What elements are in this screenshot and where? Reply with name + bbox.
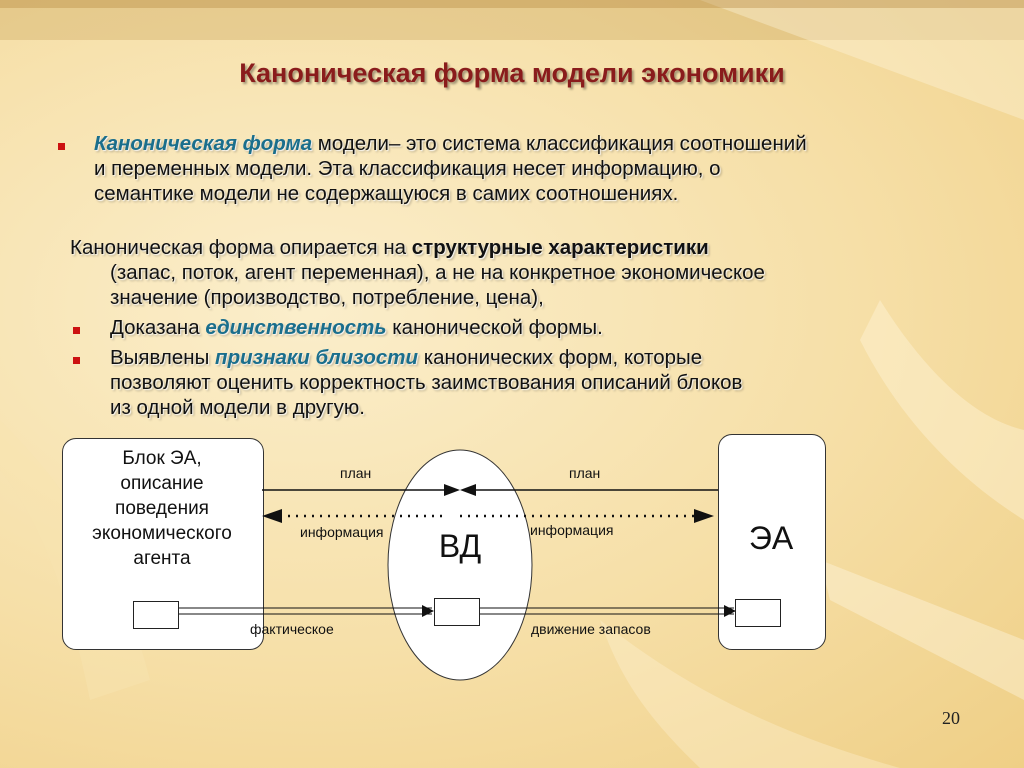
agent-block-label: Блок ЭА, описание поведения экономического агента <box>92 448 232 569</box>
term-canonical-form: Каноническая форма <box>94 132 313 155</box>
actual-label: фактическое <box>250 621 334 637</box>
definition-line1: модели– это система классификация соотношений <box>312 132 807 155</box>
uniqueness-line: Доказана единственность канонической формы. <box>110 316 603 339</box>
info-arrow-left-head <box>262 509 282 523</box>
term-proximity: признаки близости <box>215 346 419 369</box>
definition-line2: и переменных модели. Эта классификация несет информацию, о <box>94 157 721 180</box>
vd-ellipse <box>388 450 532 680</box>
vd-stock-rect <box>434 598 480 626</box>
ea-label: ЭА <box>748 520 794 556</box>
plan-label-left: план <box>340 465 372 481</box>
info-label-left: информация <box>300 524 384 540</box>
info-arrow-right-head <box>694 509 714 523</box>
plan-label-right: план <box>569 465 601 481</box>
proximity-line3: из одной модели в другую. <box>110 396 365 419</box>
info-label-right: информация <box>530 522 614 538</box>
structural-line3: значение (производство, потребление, цена), <box>110 286 544 309</box>
definition-line3: семантике модели не содержащуюся в самих соотношениях. <box>94 182 679 205</box>
stock-movement-label: движение запасов <box>531 621 651 637</box>
structural-bold: структурные характеристики <box>411 236 709 259</box>
structural-line2: (запас, поток, агент переменная), а не на конкретное экономическое <box>110 261 765 284</box>
page-number: 20 <box>942 708 960 728</box>
proximity-line2: позволяют оценить корректность заимствования описаний блоков <box>110 371 743 394</box>
page-title: Каноническая форма модели экономики <box>239 58 785 88</box>
structural-prefix: Каноническая форма опирается на <box>70 236 412 259</box>
ea-stock-rect <box>735 599 781 627</box>
term-uniqueness: единственность <box>205 316 387 339</box>
proximity-paragraph: Выявлены признаки близости канонических форм, которые позволяют оценить корректность заимствования описаний блоков из одной модели в другую. <box>110 345 990 420</box>
vd-label: ВД <box>438 528 482 564</box>
agent-stock-rect <box>133 601 179 629</box>
